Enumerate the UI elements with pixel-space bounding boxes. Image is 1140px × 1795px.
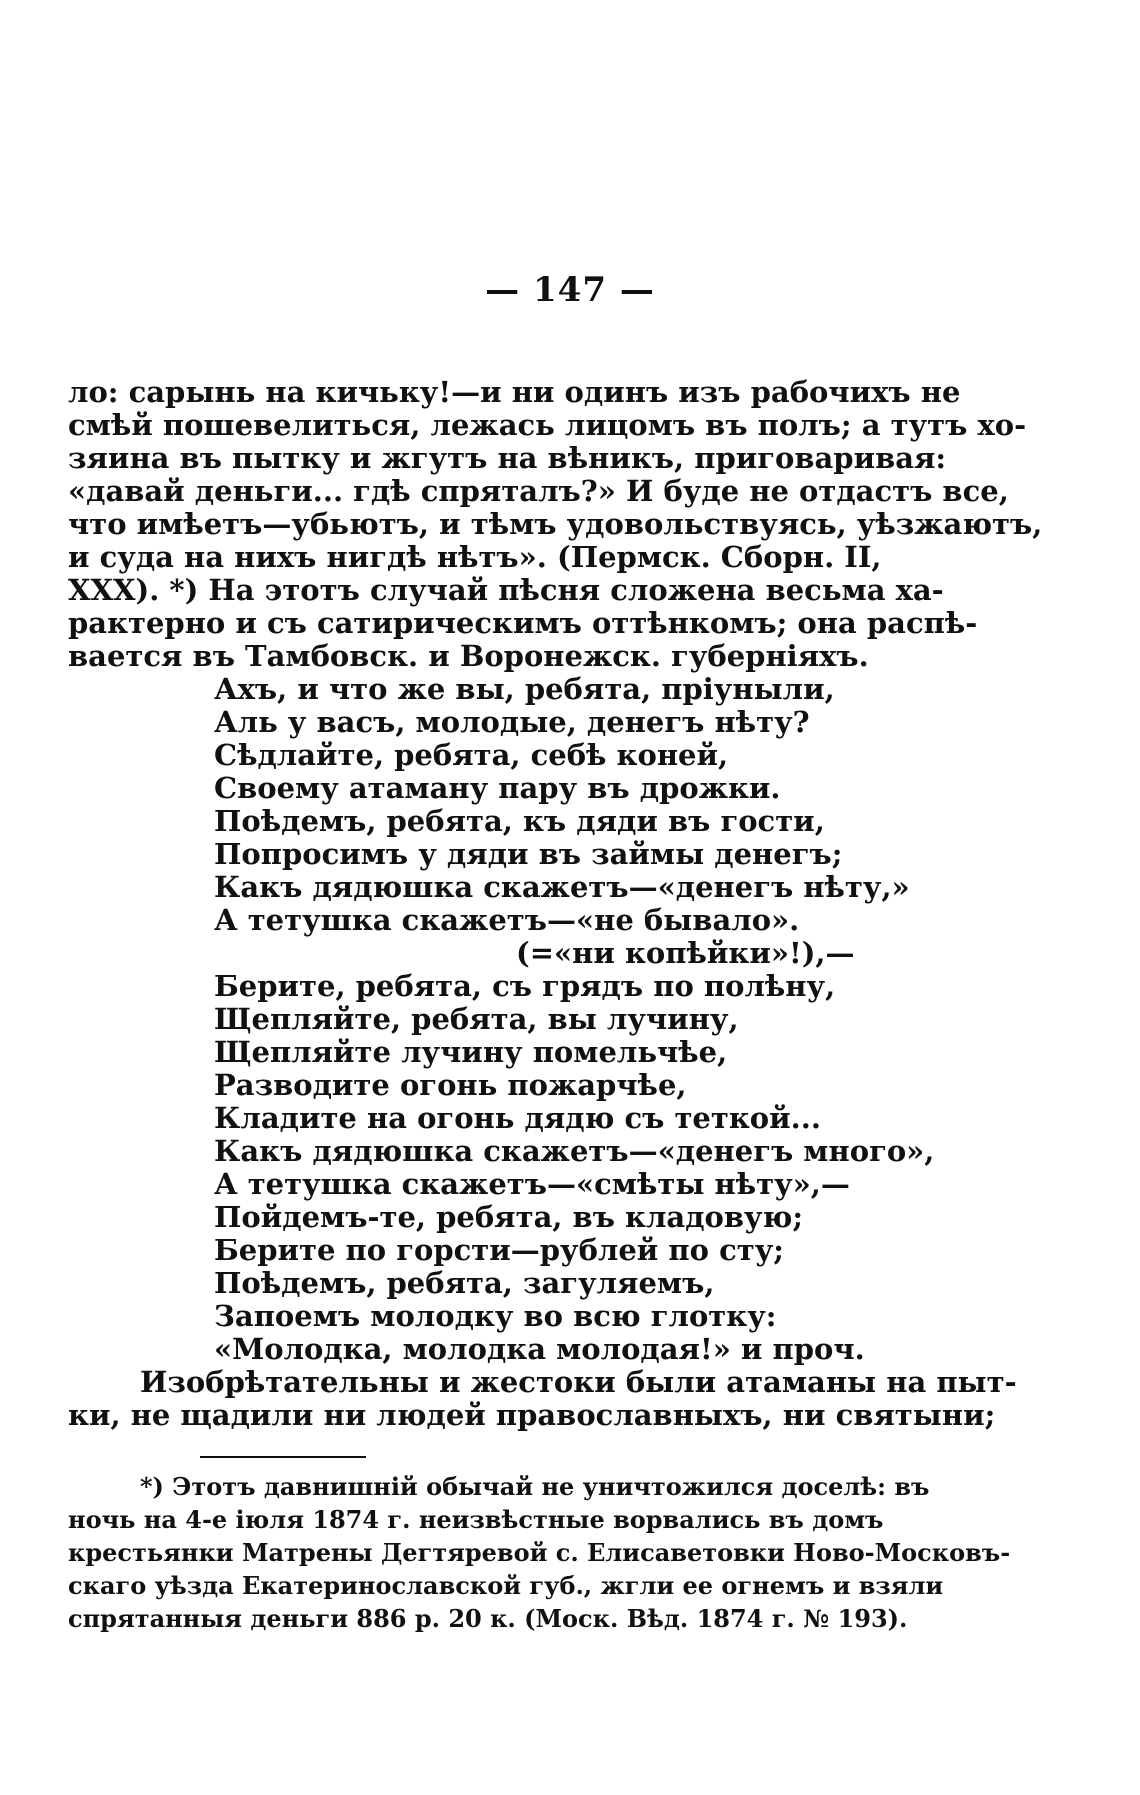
verse-line: Поѣдемъ, ребята, загуляемъ,	[214, 1266, 715, 1300]
footnote-line: ночь на 4-е іюля 1874 г. неизвѣстные ворвались въ домъ	[68, 1505, 884, 1534]
footnote	[68, 1470, 1011, 1635]
verse-line: Какъ дядюшка скажетъ—«денегъ много»,	[214, 1134, 935, 1168]
verse-line: Запоемъ молодку во всю глотку:	[214, 1299, 777, 1333]
text-line: ло: сарынь на кичьку!—и ни одинъ изъ рабочихъ не	[68, 375, 961, 409]
text-line: рактерно и съ сатирическимъ оттѣнкомъ; она распѣ-	[68, 606, 978, 640]
verse-line: Поѣдемъ, ребята, къ дяди въ гости,	[214, 804, 825, 838]
footnote-line: спрятанныя деньги 886 р. 20 к. (Моск. Вѣд. 1874 г. № 193).	[68, 1604, 908, 1633]
footnote-line: скаго уѣзда Екатеринославской губ., жгли ее огнемъ и взяли	[68, 1571, 944, 1600]
paragraph-1	[68, 375, 1043, 673]
footnote-divider	[200, 1456, 366, 1458]
verse-line: Какъ дядюшка скажетъ—«денегъ нѣту,»	[214, 870, 910, 904]
verse-line: А тетушка скажетъ—«не бывало».	[214, 903, 800, 937]
footnote-line: крестьянки Матрены Дегтяревой с. Елисаветовки Ново-Московъ-	[68, 1538, 1011, 1567]
verse-line: Пойдемъ-те, ребята, въ кладовую;	[214, 1200, 804, 1234]
verse-line: Сѣдлайте, ребята, себѣ коней,	[214, 738, 729, 772]
paragraph-2	[68, 1365, 1017, 1432]
verse-line: Попросимъ у дяди въ займы денегъ;	[214, 837, 843, 871]
verse-line: Берите по горсти—рублей по сту;	[214, 1233, 784, 1267]
verse-line: Щепляйте лучину помельчѣе,	[214, 1035, 728, 1069]
text-line: Изобрѣтательны и жестоки были атаманы на пыт-	[140, 1365, 1017, 1399]
text-line: вается въ Тамбовск. и Воронежск. губерніяхъ.	[68, 639, 869, 673]
main-text	[68, 375, 1043, 1432]
verse-line: Берите, ребята, съ грядъ по полѣну,	[214, 969, 836, 1003]
verse-line: А тетушка скажетъ—«смѣты нѣту»,—	[214, 1167, 850, 1201]
text-line: ки, не щадили ни людей православныхъ, ни святыни;	[68, 1398, 996, 1432]
footnote-line: *) Этотъ давнишній обычай не уничтожился доселѣ: въ	[140, 1472, 930, 1501]
verse-line: Ахъ, и что же вы, ребята, пріуныли,	[214, 672, 835, 706]
text-line: «давай деньги... гдѣ спряталъ?» И буде не отдастъ все,	[68, 474, 1009, 508]
text-line: что имѣетъ—убьютъ, и тѣмъ удовольствуясь, уѣзжаютъ,	[68, 507, 1043, 541]
verse-line: «Молодка, молодка молодая!» и проч.	[214, 1332, 865, 1366]
text-line: и суда на нихъ нигдѣ нѣтъ». (Пермск. Сборн. II,	[68, 540, 882, 574]
verse-line: (=«ни копѣйки»!),—	[516, 936, 855, 970]
text-line: зяина въ пытку и жгутъ на вѣникъ, приговаривая:	[68, 441, 947, 475]
verse-line: Разводите огонь пожарчѣе,	[214, 1068, 687, 1102]
page-number: — 147 —	[485, 270, 655, 310]
text-line: смѣй пошевелиться, лежась лицомъ въ полъ; а тутъ хо-	[68, 408, 1027, 442]
verse-line: Щепляйте, ребята, вы лучину,	[214, 1002, 739, 1036]
verse-line: Своему атаману пару въ дрожки.	[214, 771, 781, 805]
song-verse	[214, 672, 935, 1366]
text-line: XXX). *) На этотъ случай пѣсня сложена весьма ха-	[68, 573, 944, 607]
verse-line: Аль у васъ, молодые, денегъ нѣту?	[214, 705, 810, 739]
verse-line: Кладите на огонь дядю съ теткой...	[214, 1101, 821, 1135]
